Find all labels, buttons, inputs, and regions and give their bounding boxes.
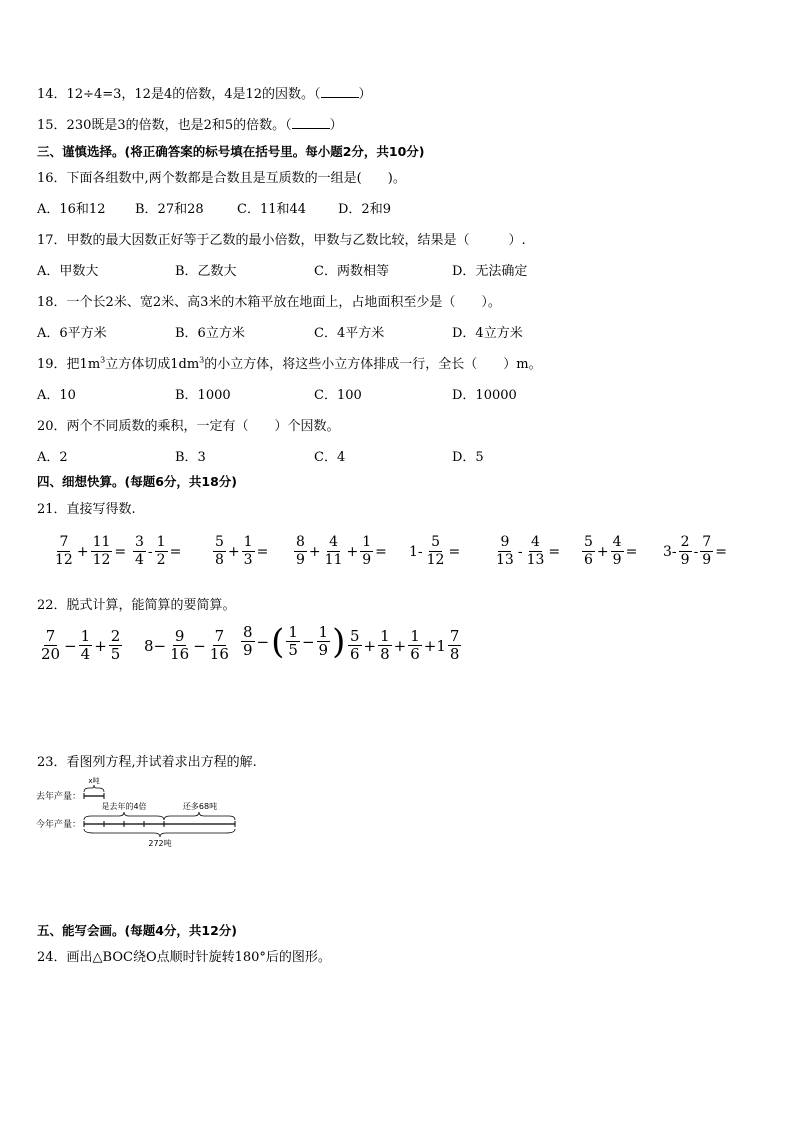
q18-option-c[interactable]: C．4平方米 (314, 326, 385, 341)
fraction: $\frac{5}{6}$ (350, 627, 360, 663)
q16-option-a[interactable]: A．16和12 (37, 202, 106, 217)
fraction: $\frac{7}{8}$ (449, 627, 460, 663)
q22-expression-1: $\frac{7}{20}$ − $\frac{1}{4}$ + $\frac{2}{5}$ (41, 627, 121, 663)
q19-text-b: 立方体切成1dm (105, 357, 200, 372)
question-15 (37, 114, 343, 133)
q20-option-c[interactable]: C．4 (314, 450, 346, 465)
question-24: 24．画出△BOC绕O点顺时针旋转180°后的图形。 (37, 950, 331, 965)
line-segment-diagram (36, 776, 246, 850)
question-16: 16．下面各组数中,两个数都是合数且是互质数的一组是( )。 (37, 171, 406, 186)
q19-option-b[interactable]: B．1000 (175, 388, 231, 403)
fraction: $\frac{5}{8}$ (215, 534, 224, 568)
question-15-close: ） (329, 118, 343, 133)
fraction: $\frac{4}{9}$ (612, 534, 622, 568)
fraction: $\frac{2}{5}$ (110, 627, 121, 663)
q19-option-a[interactable]: A．10 (37, 388, 76, 403)
question-14-text: 14．12÷4=3，12是4的倍数，4是12的因数。（ (37, 87, 321, 102)
q20-option-d[interactable]: D．5 (452, 450, 484, 465)
q19-option-c[interactable]: C．100 (314, 388, 362, 403)
answer-blank[interactable] (292, 117, 330, 129)
question-19 (37, 353, 542, 372)
fraction: $\frac{2}{9}$ (680, 534, 690, 568)
fraction: $\frac{7}{9}$ (702, 534, 712, 568)
q21-expression-1: $\frac{7}{12}$ + $\frac{11}{12}$ = (55, 534, 127, 568)
q16-option-b[interactable]: B．27和28 (135, 202, 204, 217)
answer-blank[interactable] (321, 86, 359, 98)
section-4-heading: 四、细想快算。(每题6分，共18分) (37, 474, 238, 489)
q19-sup-a: 3 (100, 355, 106, 365)
q19-option-d[interactable]: D．10000 (452, 388, 517, 403)
question-14-close: ） (358, 87, 372, 102)
fraction: $\frac{1}{6}$ (410, 627, 420, 663)
question-18: 18．一个长2米、宽2米、高3米的木箱平放在地面上，占地面积至少是（ ）。 (37, 295, 501, 310)
fraction: $\frac{1}{8}$ (380, 627, 390, 663)
fraction: $\frac{7}{12}$ (55, 534, 73, 568)
q18-option-d[interactable]: D．4立方米 (452, 326, 523, 341)
q18-option-b[interactable]: B．6立方米 (175, 326, 245, 341)
q21-expression-4: $\frac{8}{9}$ + $\frac{4}{11}$ + $\frac{1}{9}$ = (296, 534, 387, 568)
fraction: $\frac{1}{9}$ (318, 623, 329, 659)
q22-expression-2: 8− $\frac{9}{16}$ − $\frac{7}{16}$ (144, 627, 229, 663)
q19-text-c: 的小立方体，将这些小立方体排成一行，全长（ ）m。 (204, 357, 542, 372)
question-14 (37, 83, 372, 102)
label-times: 是去年的4倍 (101, 802, 147, 811)
question-20: 20．两个不同质数的乘积，一定有（ ）个因数。 (37, 419, 340, 434)
fraction: $\frac{1}{4}$ (80, 627, 91, 663)
fraction: $\frac{1}{3}$ (243, 534, 253, 568)
q21-expression-3: $\frac{5}{8}$ + $\frac{1}{3}$ = (215, 534, 269, 568)
fraction: $\frac{5}{12}$ (426, 534, 445, 568)
fraction: $\frac{8}{9}$ (243, 623, 253, 659)
fraction: $\frac{11}{12}$ (92, 534, 111, 568)
question-21: 21．直接写得数. (37, 502, 136, 517)
fraction: $\frac{9}{16}$ (170, 627, 190, 663)
fraction: $\frac{1}{2}$ (156, 534, 166, 568)
section-5-heading: 五、能写会画。(每题4分，共12分) (37, 923, 238, 938)
brace-total (84, 829, 235, 837)
q17-option-c[interactable]: C．两数相等 (314, 264, 389, 279)
fraction: $\frac{1}{5}$ (288, 623, 298, 659)
q20-option-b[interactable]: B．3 (175, 450, 206, 465)
q18-option-a[interactable]: A．6平方米 (37, 326, 107, 341)
label-last-year: 去年产量： (36, 792, 82, 802)
left-paren: ( (271, 621, 285, 662)
brace-more (164, 812, 235, 820)
fraction: $\frac{4}{11}$ (324, 534, 343, 568)
label-total: 272吨 (148, 839, 172, 848)
q22-expression-3: $\frac{8}{9}$ − ( $\frac{1}{5}$ − $\frac{1}{9}$ ) (243, 621, 346, 662)
q21-expression-7: $\frac{5}{6}$ + $\frac{4}{9}$ = (584, 534, 638, 568)
q16-option-c[interactable]: C．11和44 (237, 202, 307, 217)
q21-expression-5: 1- $\frac{5}{12}$ = (409, 534, 461, 568)
question-17: 17．甲数的最大因数正好等于乙数的最小倍数，甲数与乙数比较，结果是（ ）. (37, 233, 526, 248)
q21-expression-2: $\frac{3}{4}$ - $\frac{1}{2}$ = (135, 534, 182, 568)
fraction: $\frac{7}{20}$ (41, 627, 61, 663)
q17-option-d[interactable]: D．无法确定 (452, 264, 528, 279)
fraction: $\frac{4}{13}$ (526, 534, 545, 568)
question-22: 22．脱式计算，能简算的要简算。 (37, 598, 236, 613)
q22-expression-4: $\frac{5}{6}$ + $\frac{1}{8}$ + $\frac{1}{6}$ +1 $\frac{7}{8}$ (350, 627, 460, 663)
label-x-ton: x吨 (88, 777, 100, 785)
label-more: 还多68吨 (182, 802, 218, 811)
fraction: $\frac{5}{6}$ (584, 534, 593, 568)
brace-times (84, 812, 164, 820)
q17-option-b[interactable]: B．乙数大 (175, 264, 237, 279)
question-23: 23．看图列方程,并试着求出方程的解. (37, 755, 257, 770)
section-3-heading: 三、谨慎选择。(将正确答案的标号填在括号里。每小题2分，共10分) (37, 144, 425, 159)
fraction: $\frac{3}{4}$ (135, 534, 144, 568)
brace-x (84, 785, 104, 792)
q17-option-a[interactable]: A．甲数大 (37, 264, 99, 279)
question-15-text: 15．230既是3的倍数，也是2和5的倍数。（ (37, 118, 292, 133)
q19-text-a: 19．把1m (37, 357, 101, 372)
q21-expression-8: 3- $\frac{2}{9}$ - $\frac{7}{9}$ = (663, 534, 727, 568)
right-paren: ) (332, 621, 346, 662)
q19-sup-b: 3 (199, 355, 205, 365)
fraction: $\frac{7}{16}$ (209, 627, 229, 663)
fraction: $\frac{1}{9}$ (362, 534, 372, 568)
q21-expression-6: $\frac{9}{13}$ - $\frac{4}{13}$ = (496, 534, 561, 568)
q16-option-d[interactable]: D．2和9 (338, 202, 391, 217)
fraction: $\frac{9}{13}$ (496, 534, 514, 568)
label-this-year: 今年产量： (36, 820, 82, 830)
fraction: $\frac{8}{9}$ (296, 534, 305, 568)
q20-option-a[interactable]: A．2 (37, 450, 68, 465)
